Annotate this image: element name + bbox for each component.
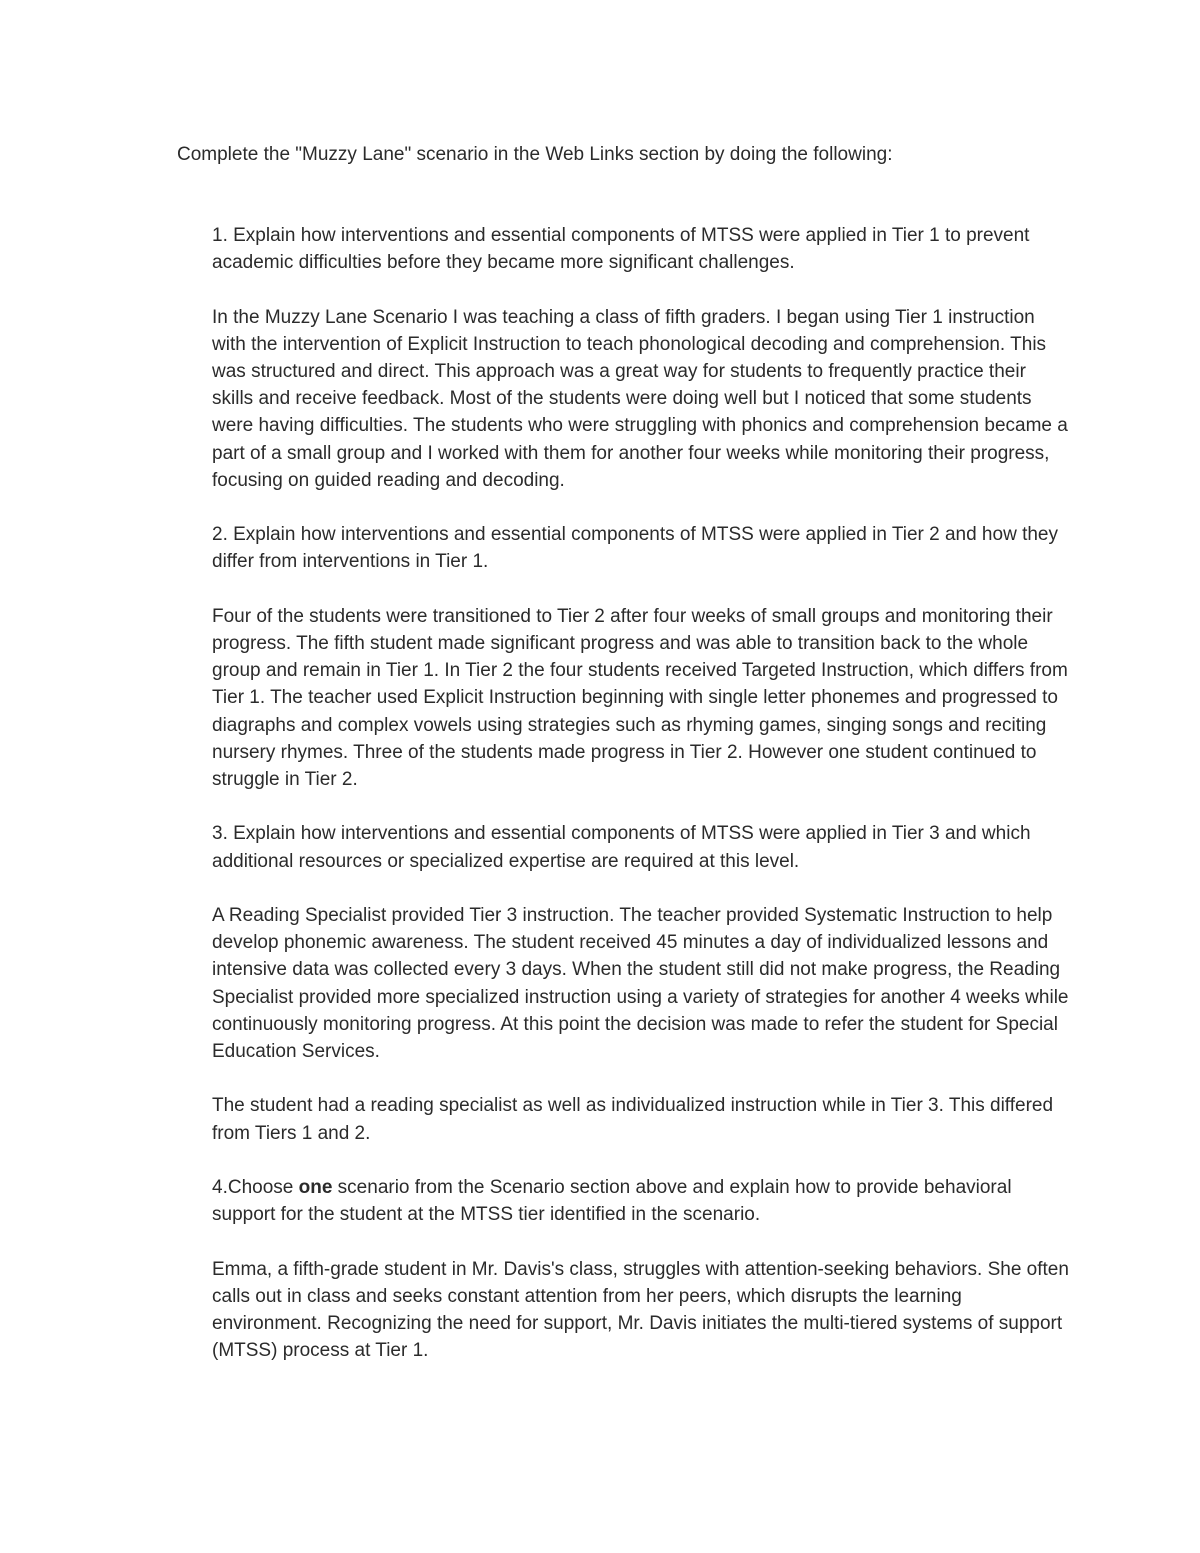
answer-4: Emma, a fifth-grade student in Mr. Davis's class, struggles with attention-seeking behaviors. She often calls out in class and seeks constant attention from her peers, which disrupts the learning environment. Recognizing the need for support, Mr. Davis initiates the multi-tiered systems of support (MTSS) process at Tier 1. [212, 1258, 1069, 1362]
answer-3a: A Reading Specialist provided Tier 3 instruction. The teacher provided Systematic Instruction to help develop phonemic awareness. The student received 45 minutes a day of individualized lessons and intensive data was collected every 3 days. When the student still did not make progress, the Reading Specialist provided more specialized instruction using a variety of strategies for another 4 weeks while continuously monitoring progress. At this point the decision was made to refer the student for Special Education Services. [212, 905, 1069, 1063]
question-2: 2. Explain how interventions and essential components of MTSS were applied in Tier 2 and how they differ from interventions in Tier 1. [212, 524, 1058, 573]
question-4-prefix: 4.Choose [212, 1177, 299, 1198]
question-1: 1. Explain how interventions and essential components of MTSS were applied in Tier 1 to prevent academic difficulties before they became more significant challenges. [212, 225, 1030, 274]
intro-instruction: Complete the "Muzzy Lane" scenario in the Web Links section by doing the following: [177, 144, 893, 165]
question-4-suffix: scenario from the Scenario section above and explain how to provide behavioral support for the student at the MTSS tier identified in the scenario. [212, 1177, 1012, 1226]
answer-2: Four of the students were transitioned to Tier 2 after four weeks of small groups and monitoring their progress. The fifth student made significant progress and was able to transition back to the whole group and remain in Tier 1. In Tier 2 the four students received Targeted Instruction, which differs from Tier 1. The teacher used Explicit Instruction beginning with single letter phonemes and progressed to diagraphs and complex vowels using strategies such as rhyming games, singing songs and reciting nursery rhymes. Three of the students made progress in Tier 2. However one student continued to struggle in Tier 2. [212, 605, 1068, 791]
question-3: 3. Explain how interventions and essential components of MTSS were applied in Tier 3 and which additional resources or specialized expertise are required at this level. [212, 823, 1031, 872]
question-4 [212, 1174, 1072, 1228]
answer-1: In the Muzzy Lane Scenario I was teaching a class of fifth graders. I began using Tier 1 instruction with the intervention of Explicit Instruction to teach phonological decoding and comprehension. This was structured and direct. This approach was a great way for students to frequently practice their skills and receive feedback. Most of the students were doing well but I noticed that some students were having difficulties. The students who were struggling with phonics and comprehension became a part of a small group and I worked with them for another four weeks while monitoring their progress, focusing on guided reading and decoding. [212, 306, 1068, 491]
answer-3b: The student had a reading specialist as well as individualized instruction while in Tier 3. This differed from Tiers 1 and 2. [212, 1095, 1054, 1144]
document-body [212, 222, 1072, 1392]
question-4-emphasis: one [298, 1177, 333, 1198]
